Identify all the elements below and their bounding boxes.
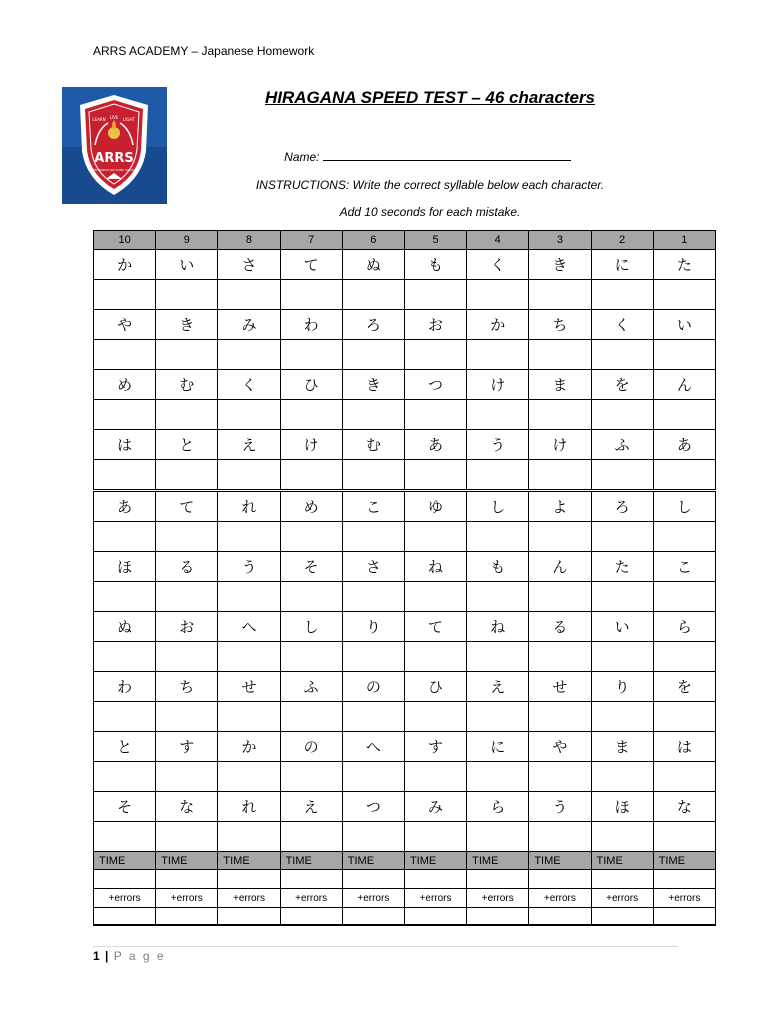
kana-cell: す [404, 732, 466, 762]
answer-cell[interactable] [653, 762, 715, 792]
answer-cell[interactable] [94, 582, 156, 612]
kana-cell: に [467, 732, 529, 762]
kana-row [94, 552, 716, 582]
answer-cell[interactable] [280, 702, 342, 732]
kana-row [94, 612, 716, 642]
time-entry-cell[interactable] [94, 870, 156, 889]
kana-cell: ひ [280, 370, 342, 400]
kana-cell: わ [94, 672, 156, 702]
time-entry-cell[interactable] [467, 870, 529, 889]
kana-cell: ま [591, 732, 653, 762]
time-entry-cell[interactable] [653, 870, 715, 889]
kana-cell: て [280, 250, 342, 280]
kana-cell: は [653, 732, 715, 762]
answer-cell[interactable] [529, 280, 591, 310]
answer-row [94, 400, 716, 430]
answer-cell[interactable] [218, 642, 280, 672]
answer-cell[interactable] [653, 582, 715, 612]
kana-row [94, 792, 716, 822]
hiragana-grid [93, 230, 716, 926]
kana-cell: け [280, 430, 342, 460]
answer-cell[interactable] [280, 522, 342, 552]
answer-cell[interactable] [342, 702, 404, 732]
answer-cell[interactable] [467, 280, 529, 310]
answer-cell[interactable] [342, 400, 404, 430]
svg-text:LIVE: LIVE [109, 115, 119, 120]
answer-cell[interactable] [218, 460, 280, 491]
time-entry-cell[interactable] [591, 870, 653, 889]
answer-cell[interactable] [156, 642, 218, 672]
answer-cell[interactable] [591, 400, 653, 430]
total-entry-cell[interactable] [653, 908, 715, 926]
kana-cell: て [404, 612, 466, 642]
answer-cell[interactable] [404, 460, 466, 491]
time-label: TIME [218, 852, 280, 870]
answer-row [94, 340, 716, 370]
answer-cell[interactable] [156, 522, 218, 552]
kana-cell: と [156, 430, 218, 460]
answer-cell[interactable] [404, 400, 466, 430]
kana-cell: の [342, 672, 404, 702]
answer-cell[interactable] [280, 762, 342, 792]
errors-label: +errors [653, 889, 715, 908]
kana-cell: せ [529, 672, 591, 702]
time-entry-cell[interactable] [529, 870, 591, 889]
answer-cell[interactable] [653, 340, 715, 370]
answer-cell[interactable] [591, 582, 653, 612]
answer-cell[interactable] [218, 702, 280, 732]
kana-cell: ち [529, 310, 591, 340]
answer-row [94, 822, 716, 852]
time-label: TIME [591, 852, 653, 870]
svg-text:LIGHT: LIGHT [123, 117, 135, 122]
time-row [94, 852, 716, 870]
answer-cell[interactable] [529, 460, 591, 491]
kana-cell: ま [529, 370, 591, 400]
column-header: 3 [529, 231, 591, 250]
kana-cell: あ [94, 491, 156, 522]
answer-cell[interactable] [591, 460, 653, 491]
kana-cell: さ [342, 552, 404, 582]
answer-cell[interactable] [94, 280, 156, 310]
kana-cell: み [404, 792, 466, 822]
answer-cell[interactable] [342, 582, 404, 612]
answer-cell[interactable] [94, 522, 156, 552]
answer-cell[interactable] [404, 642, 466, 672]
kana-cell: や [529, 732, 591, 762]
kana-cell: む [156, 370, 218, 400]
kana-cell: ほ [591, 792, 653, 822]
column-header: 1 [653, 231, 715, 250]
errors-row [94, 889, 716, 908]
kana-cell: て [156, 491, 218, 522]
answer-cell[interactable] [156, 822, 218, 852]
answer-cell[interactable] [653, 460, 715, 491]
kana-cell: よ [529, 491, 591, 522]
column-header: 10 [94, 231, 156, 250]
total-entry-cell[interactable] [342, 908, 404, 926]
kana-cell: も [404, 250, 466, 280]
answer-cell[interactable] [156, 400, 218, 430]
kana-cell: し [280, 612, 342, 642]
answer-row [94, 762, 716, 792]
total-entry-cell[interactable] [591, 908, 653, 926]
kana-cell: け [467, 370, 529, 400]
time-entry-cell[interactable] [156, 870, 218, 889]
column-header: 6 [342, 231, 404, 250]
kana-cell: せ [218, 672, 280, 702]
kana-cell: は [94, 430, 156, 460]
answer-cell[interactable] [94, 822, 156, 852]
answer-cell[interactable] [280, 642, 342, 672]
answer-cell[interactable] [342, 522, 404, 552]
kana-cell: ち [156, 672, 218, 702]
kana-cell: な [156, 792, 218, 822]
kana-cell: す [156, 732, 218, 762]
kana-cell: つ [342, 792, 404, 822]
time-entry-cell[interactable] [218, 870, 280, 889]
kana-row [94, 370, 716, 400]
answer-cell[interactable] [342, 822, 404, 852]
total-entry-cell[interactable] [94, 908, 156, 926]
page-title: HIRAGANA SPEED TEST – 46 characters [264, 88, 596, 107]
kana-cell: れ [218, 792, 280, 822]
kana-cell: く [591, 310, 653, 340]
answer-cell[interactable] [591, 762, 653, 792]
time-label: TIME [529, 852, 591, 870]
answer-cell[interactable] [467, 582, 529, 612]
name-label: Name: [284, 150, 320, 164]
answer-row [94, 642, 716, 672]
kana-cell: ひ [404, 672, 466, 702]
kana-cell: め [94, 370, 156, 400]
time-entry-row [94, 870, 716, 889]
answer-cell[interactable] [218, 822, 280, 852]
answer-cell[interactable] [280, 400, 342, 430]
kana-cell: を [653, 672, 715, 702]
kana-cell: し [467, 491, 529, 522]
kana-cell: き [156, 310, 218, 340]
arrs-logo [62, 87, 167, 204]
kana-cell: か [94, 250, 156, 280]
answer-cell[interactable] [280, 822, 342, 852]
kana-cell: め [280, 491, 342, 522]
column-header: 7 [280, 231, 342, 250]
answer-cell[interactable] [404, 582, 466, 612]
kana-cell: う [529, 792, 591, 822]
answer-row [94, 522, 716, 552]
kana-cell: そ [94, 792, 156, 822]
answer-cell[interactable] [467, 340, 529, 370]
answer-cell[interactable] [529, 642, 591, 672]
kana-cell: け [529, 430, 591, 460]
answer-cell[interactable] [591, 822, 653, 852]
kana-cell: ぬ [94, 612, 156, 642]
total-entry-cell[interactable] [156, 908, 218, 926]
kana-cell: わ [280, 310, 342, 340]
answer-cell[interactable] [653, 702, 715, 732]
kana-cell: む [342, 430, 404, 460]
total-entry-cell[interactable] [529, 908, 591, 926]
answer-cell[interactable] [529, 582, 591, 612]
kana-cell: ぬ [342, 250, 404, 280]
kana-cell: こ [342, 491, 404, 522]
total-entry-cell[interactable] [218, 908, 280, 926]
answer-cell[interactable] [218, 400, 280, 430]
time-label: TIME [342, 852, 404, 870]
kana-cell: あ [653, 430, 715, 460]
kana-cell: ん [529, 552, 591, 582]
answer-cell[interactable] [218, 522, 280, 552]
answer-cell[interactable] [467, 400, 529, 430]
errors-label: +errors [467, 889, 529, 908]
answer-cell[interactable] [529, 702, 591, 732]
kana-cell: え [467, 672, 529, 702]
errors-label: +errors [404, 889, 466, 908]
kana-cell: の [280, 732, 342, 762]
answer-cell[interactable] [342, 340, 404, 370]
time-label: TIME [94, 852, 156, 870]
kana-cell: ね [404, 552, 466, 582]
kana-row [94, 250, 716, 280]
answer-cell[interactable] [653, 400, 715, 430]
kana-cell: り [342, 612, 404, 642]
kana-cell: ほ [94, 552, 156, 582]
time-entry-cell[interactable] [280, 870, 342, 889]
kana-cell: い [653, 310, 715, 340]
kana-cell: ふ [280, 672, 342, 702]
answer-cell[interactable] [529, 522, 591, 552]
kana-cell: り [591, 672, 653, 702]
time-label: TIME [280, 852, 342, 870]
answer-cell[interactable] [218, 762, 280, 792]
kana-cell: し [653, 491, 715, 522]
footer-separator: | [105, 949, 109, 963]
column-header: 9 [156, 231, 218, 250]
answer-cell[interactable] [94, 460, 156, 491]
kana-cell: そ [280, 552, 342, 582]
kana-cell: と [94, 732, 156, 762]
time-entry-cell[interactable] [404, 870, 466, 889]
page-number: 1 [93, 949, 100, 963]
kana-cell: ろ [342, 310, 404, 340]
answer-cell[interactable] [342, 762, 404, 792]
kana-cell: い [591, 612, 653, 642]
answer-cell[interactable] [280, 280, 342, 310]
kana-cell: へ [218, 612, 280, 642]
answer-row [94, 460, 716, 491]
kana-cell: え [218, 430, 280, 460]
errors-label: +errors [156, 889, 218, 908]
kana-cell: え [280, 792, 342, 822]
time-label: TIME [404, 852, 466, 870]
answer-cell[interactable] [156, 280, 218, 310]
kana-cell: あ [404, 430, 466, 460]
kana-cell: へ [342, 732, 404, 762]
answer-cell[interactable] [529, 400, 591, 430]
errors-label: +errors [591, 889, 653, 908]
kana-cell: も [467, 552, 529, 582]
kana-cell: く [218, 370, 280, 400]
kana-cell: を [591, 370, 653, 400]
kana-cell: な [653, 792, 715, 822]
name-blank[interactable] [323, 150, 571, 161]
kana-cell: ん [653, 370, 715, 400]
answer-cell[interactable] [653, 522, 715, 552]
answer-cell[interactable] [404, 762, 466, 792]
answer-cell[interactable] [218, 582, 280, 612]
answer-cell[interactable] [653, 642, 715, 672]
kana-cell: た [653, 250, 715, 280]
instructions-penalty: Add 10 seconds for each mistake. [339, 205, 521, 219]
time-entry-cell[interactable] [342, 870, 404, 889]
page-footer [93, 949, 166, 963]
total-entry-cell[interactable] [467, 908, 529, 926]
kana-cell: に [591, 250, 653, 280]
svg-text:LEARN: LEARN [92, 117, 106, 122]
name-line [200, 150, 655, 164]
answer-cell[interactable] [280, 582, 342, 612]
kana-cell: ら [467, 792, 529, 822]
errors-label: +errors [218, 889, 280, 908]
kana-cell: れ [218, 491, 280, 522]
answer-cell[interactable] [529, 822, 591, 852]
svg-text:TEHRANIYA RE SOMA SALOU: TEHRANIYA RE SOMA SALOU [92, 168, 136, 172]
kana-cell: ゆ [404, 491, 466, 522]
kana-cell: み [218, 310, 280, 340]
kana-row [94, 491, 716, 522]
errors-label: +errors [94, 889, 156, 908]
answer-cell[interactable] [156, 460, 218, 491]
column-header: 5 [404, 231, 466, 250]
answer-cell[interactable] [591, 280, 653, 310]
kana-cell: お [404, 310, 466, 340]
kana-cell: さ [218, 250, 280, 280]
answer-cell[interactable] [94, 642, 156, 672]
kana-cell: く [467, 250, 529, 280]
answer-cell[interactable] [218, 340, 280, 370]
answer-cell[interactable] [467, 642, 529, 672]
answer-cell[interactable] [280, 460, 342, 491]
document-header: ARRS ACADEMY – Japanese Homework [93, 44, 315, 58]
kana-row [94, 310, 716, 340]
page-label: P a g e [113, 949, 166, 963]
answer-cell[interactable] [529, 340, 591, 370]
answer-cell[interactable] [591, 340, 653, 370]
kana-cell: ね [467, 612, 529, 642]
total-entry-cell[interactable] [280, 908, 342, 926]
total-entry-row [94, 908, 716, 926]
answer-cell[interactable] [280, 340, 342, 370]
answer-cell[interactable] [156, 702, 218, 732]
kana-cell: る [529, 612, 591, 642]
answer-cell[interactable] [156, 762, 218, 792]
errors-label: +errors [342, 889, 404, 908]
kana-row [94, 430, 716, 460]
answer-row [94, 582, 716, 612]
answer-row [94, 280, 716, 310]
kana-cell: か [218, 732, 280, 762]
kana-cell: ら [653, 612, 715, 642]
kana-cell: や [94, 310, 156, 340]
kana-cell: き [342, 370, 404, 400]
answer-cell[interactable] [94, 400, 156, 430]
instructions: INSTRUCTIONS: Write the correct syllable below each character. [255, 178, 605, 192]
kana-cell: ろ [591, 491, 653, 522]
kana-cell: た [591, 552, 653, 582]
kana-cell: お [156, 612, 218, 642]
answer-cell[interactable] [591, 702, 653, 732]
svg-text:ARRS: ARRS [94, 151, 134, 166]
kana-row [94, 732, 716, 762]
kana-cell: つ [404, 370, 466, 400]
kana-row [94, 672, 716, 702]
answer-cell[interactable] [342, 642, 404, 672]
answer-cell[interactable] [342, 280, 404, 310]
kana-cell: ふ [591, 430, 653, 460]
time-label: TIME [156, 852, 218, 870]
answer-cell[interactable] [404, 340, 466, 370]
answer-cell[interactable] [653, 280, 715, 310]
answer-cell[interactable] [591, 642, 653, 672]
answer-cell[interactable] [467, 460, 529, 491]
errors-label: +errors [529, 889, 591, 908]
total-entry-cell[interactable] [404, 908, 466, 926]
kana-cell: う [467, 430, 529, 460]
answer-cell[interactable] [467, 702, 529, 732]
answer-cell[interactable] [467, 822, 529, 852]
answer-cell[interactable] [94, 702, 156, 732]
kana-cell: い [156, 250, 218, 280]
answer-cell[interactable] [342, 460, 404, 491]
answer-cell[interactable] [156, 340, 218, 370]
answer-cell[interactable] [467, 522, 529, 552]
answer-cell[interactable] [404, 522, 466, 552]
time-label: TIME [653, 852, 715, 870]
column-header: 4 [467, 231, 529, 250]
time-label: TIME [467, 852, 529, 870]
answer-cell[interactable] [218, 280, 280, 310]
column-header: 8 [218, 231, 280, 250]
answer-cell[interactable] [94, 762, 156, 792]
answer-cell[interactable] [591, 522, 653, 552]
answer-cell[interactable] [467, 762, 529, 792]
answer-cell[interactable] [529, 762, 591, 792]
answer-cell[interactable] [156, 582, 218, 612]
column-header-row [94, 231, 716, 250]
kana-cell: き [529, 250, 591, 280]
answer-cell[interactable] [404, 280, 466, 310]
kana-cell: る [156, 552, 218, 582]
answer-cell[interactable] [94, 340, 156, 370]
answer-cell[interactable] [404, 702, 466, 732]
errors-label: +errors [280, 889, 342, 908]
kana-cell: う [218, 552, 280, 582]
answer-cell[interactable] [404, 822, 466, 852]
column-header: 2 [591, 231, 653, 250]
kana-cell: こ [653, 552, 715, 582]
answer-row [94, 702, 716, 732]
answer-cell[interactable] [653, 822, 715, 852]
footer-divider [93, 946, 678, 947]
kana-cell: か [467, 310, 529, 340]
